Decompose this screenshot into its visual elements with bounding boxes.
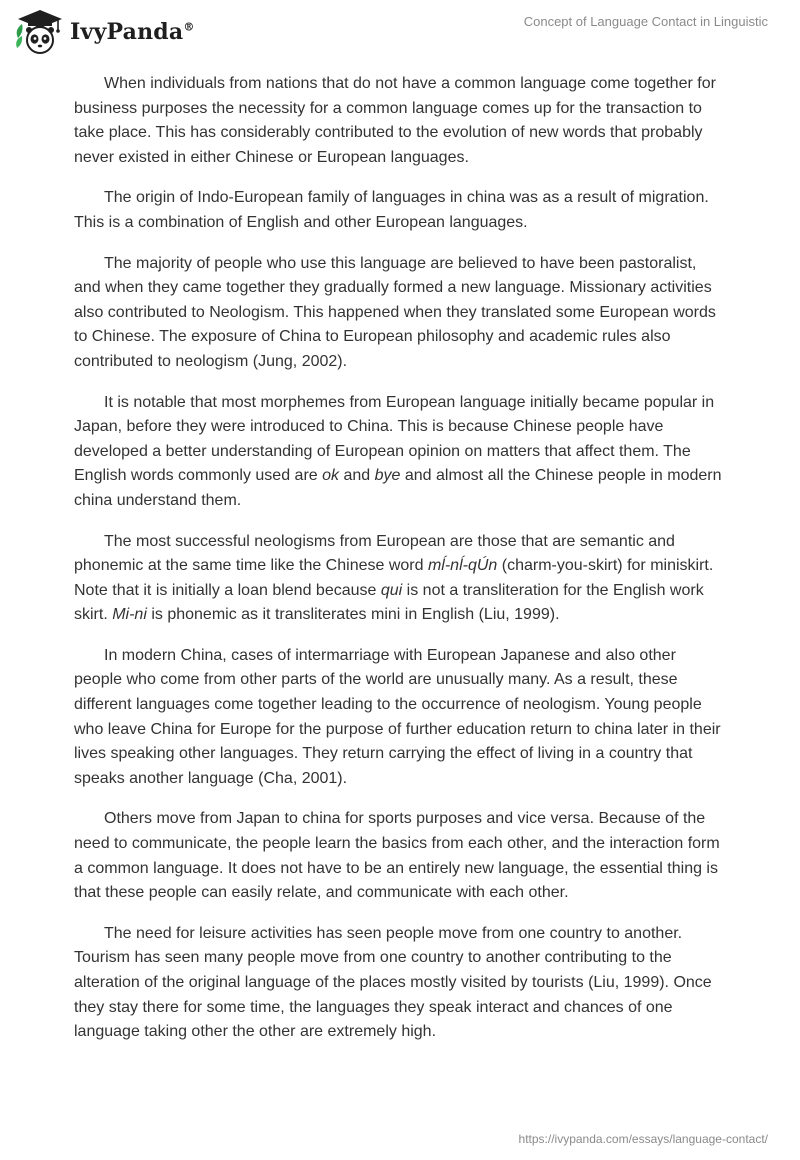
ivypanda-logo[interactable] bbox=[14, 8, 195, 56]
registered-mark: ® bbox=[183, 20, 195, 34]
brand-name bbox=[70, 19, 195, 45]
body-paragraph bbox=[74, 252, 726, 375]
paragraph-text: The most successful neologisms from European are those that are semantic and phonemic at the same time like the Chinese word bbox=[74, 532, 675, 575]
panda-graduation-cap-icon bbox=[14, 8, 66, 56]
body-paragraph bbox=[74, 72, 726, 170]
paragraph-text: and almost all the Chinese people in modern china understand them. bbox=[74, 467, 722, 509]
paragraph-text: and bbox=[339, 467, 375, 485]
source-url[interactable]: https://ivypanda.com/essays/language-contact/ bbox=[518, 1132, 768, 1146]
paragraph-text: It is notable that most morphemes from European language initially became popular in Japan, before they were introduced to China. This is because Chinese people have developed a better understanding of European opinion on matters that affect them. The English words commonly used are bbox=[74, 393, 715, 485]
body-paragraph bbox=[74, 807, 726, 905]
page-header bbox=[0, 0, 800, 70]
essay-body bbox=[74, 72, 726, 1061]
paragraph-text: The need for leisure activities has seen people move from one country to another. Tourism has seen many people move from one country to another contributing to the alteration of the original language of the places mostly visited by tourists (Liu, 1999). Once they stay there for some time, the languages they speak interact and chances of one language taking other the other are extremely high. bbox=[74, 924, 712, 1041]
paragraph-text: The majority of people who use this language are believed to have been pastoralist, and when they came together they gradually formed a new language. Missionary activities also contributed to Neologism. This happened when they translated some European words to Chinese. The exposure of China to European philosophy and academic rules also contributed to neologism (Jung, 2002). bbox=[74, 254, 716, 370]
paragraph-text: The origin of Indo-European family of languages in china was as a result of migration. This is a combination of English and other European languages. bbox=[74, 189, 709, 231]
italic-term: mĺ-nĺ-qÚn bbox=[427, 557, 498, 575]
paragraph-text: (charm-you-skirt) for miniskirt. Note that it is initially a loan blend because bbox=[74, 557, 714, 599]
italic-term: bye bbox=[374, 467, 401, 485]
paragraph-text: Others move from Japan to china for sports purposes and vice versa. Because of the need to communicate, the people learn the basics from each other, and the interaction form a common language. It does not have to be an entirely new language, the essential thing is that these people can easily relate, and communicate with each other. bbox=[74, 810, 720, 902]
italic-term: qui bbox=[380, 581, 403, 599]
body-paragraph bbox=[74, 922, 726, 1045]
paragraph-text: is phonemic as it transliterates mini in English (Liu, 1999). bbox=[146, 606, 560, 624]
italic-term: ok bbox=[322, 467, 340, 485]
body-paragraph bbox=[74, 391, 726, 514]
brand-text: IvyPanda bbox=[70, 19, 184, 45]
italic-term: Mi-ni bbox=[112, 606, 147, 624]
body-paragraph bbox=[74, 530, 726, 628]
body-paragraph bbox=[74, 644, 726, 792]
body-paragraph bbox=[74, 186, 726, 235]
paragraph-text: When individuals from nations that do not have a common language come together for business purposes the necessity for a common language comes up for the transaction to take place. This has considerably contributed to the evolution of new words that probably never existed in either Chinese or European languages. bbox=[74, 75, 716, 166]
essay-title: Concept of Language Contact in Linguistic bbox=[523, 14, 768, 29]
paragraph-text: In modern China, cases of intermarriage with European Japanese and also other people who come from other parts of the world are unusually many. As a result, these different languages come together leading to the occurrence of neologism. Young people who leave China for Europe for the purpose of further education return to china later in their lives speaking other languages. They return carrying the effect of living in a country that speaks another language (Cha, 2001). bbox=[74, 646, 721, 787]
paragraph-text: is not a transliteration for the English work skirt. bbox=[74, 581, 704, 624]
